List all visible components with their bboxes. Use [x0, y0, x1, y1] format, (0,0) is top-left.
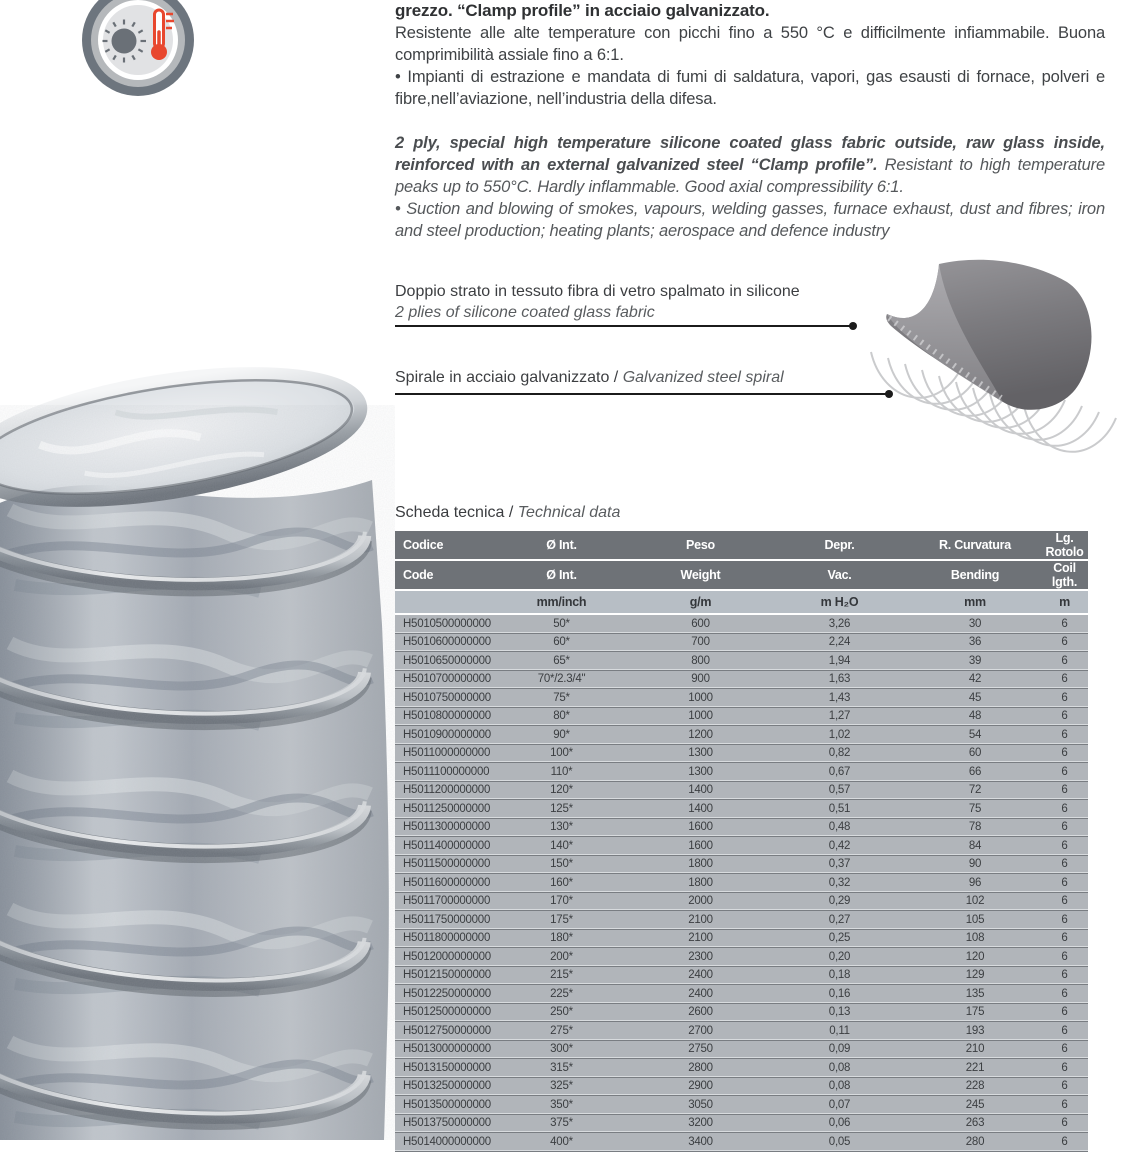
callout-fabric-leader-line — [395, 325, 853, 327]
table-cell: H5013500000000 — [395, 1096, 492, 1115]
table-cell: H5010750000000 — [395, 689, 492, 708]
table-cell: 1300 — [631, 763, 770, 782]
table-cell: 54 — [909, 726, 1041, 745]
table-cell: 140* — [492, 837, 631, 856]
construction-sketch — [843, 252, 1123, 452]
table-cell: 2900 — [631, 1077, 770, 1096]
table-cell: 0,05 — [770, 1133, 909, 1152]
callout-fabric — [395, 281, 800, 323]
table-cell: 0,13 — [770, 1003, 909, 1022]
table-cell: 39 — [909, 652, 1041, 671]
table-cell: 300* — [492, 1040, 631, 1059]
table-cell: 1,27 — [770, 707, 909, 726]
table-cell: 0,32 — [770, 874, 909, 893]
table-cell: 6 — [1041, 1133, 1088, 1152]
unit-m: m — [1041, 590, 1088, 614]
table-row — [395, 1077, 1088, 1096]
table-row — [395, 652, 1088, 671]
table-cell: 160* — [492, 874, 631, 893]
table-cell: 6 — [1041, 1077, 1088, 1096]
unit-g-m: g/m — [631, 590, 770, 614]
table-cell: H5011700000000 — [395, 892, 492, 911]
table-cell: 6 — [1041, 800, 1088, 819]
table-cell: 120 — [909, 948, 1041, 967]
callout-spiral — [395, 367, 784, 388]
table-cell: 6 — [1041, 855, 1088, 874]
table-cell: 245 — [909, 1096, 1041, 1115]
table-cell: 0,08 — [770, 1077, 909, 1096]
table-row — [395, 1114, 1088, 1133]
table-cell: 6 — [1041, 763, 1088, 782]
table-cell: 102 — [909, 892, 1041, 911]
table-row — [395, 689, 1088, 708]
table-cell: 0,82 — [770, 744, 909, 763]
table-cell: 210 — [909, 1040, 1041, 1059]
table-cell: 6 — [1041, 670, 1088, 689]
table-cell: 0,16 — [770, 985, 909, 1004]
table-row — [395, 929, 1088, 948]
table-cell: 1800 — [631, 874, 770, 893]
table-cell: H5011600000000 — [395, 874, 492, 893]
header-row-it — [395, 531, 1088, 560]
table-cell: 130* — [492, 818, 631, 837]
table-cell: 6 — [1041, 1040, 1088, 1059]
table-row — [395, 763, 1088, 782]
table-row — [395, 874, 1088, 893]
table-cell: 78 — [909, 818, 1041, 837]
unit-m-h2o: m H₂O — [770, 590, 909, 614]
table-cell: 1,02 — [770, 726, 909, 745]
table-cell: 0,29 — [770, 892, 909, 911]
table-cell: 0,07 — [770, 1096, 909, 1115]
table-cell: 0,11 — [770, 1022, 909, 1041]
table-cell: 30 — [909, 614, 1041, 633]
table-cell: 175 — [909, 1003, 1041, 1022]
col-bending: Bending — [909, 560, 1041, 590]
table-cell: H5010500000000 — [395, 614, 492, 633]
table-row — [395, 818, 1088, 837]
table-body — [395, 614, 1088, 1151]
table-cell: 2700 — [631, 1022, 770, 1041]
table-row — [395, 633, 1088, 652]
table-row — [395, 726, 1088, 745]
table-cell: 1400 — [631, 781, 770, 800]
callout-spiral-leader-line — [395, 393, 889, 395]
table-title-en: Technical data — [517, 504, 621, 521]
table-cell: 105 — [909, 911, 1041, 930]
table-cell: H5011000000000 — [395, 744, 492, 763]
table-cell: H5010900000000 — [395, 726, 492, 745]
table-cell: 0,08 — [770, 1059, 909, 1078]
col-curvatura: R. Curvatura — [909, 531, 1041, 560]
table-row — [395, 670, 1088, 689]
table-cell: 6 — [1041, 929, 1088, 948]
table-cell: 125* — [492, 800, 631, 819]
table-cell: 2750 — [631, 1040, 770, 1059]
table-cell: 2000 — [631, 892, 770, 911]
applications-en: • Suction and blowing of smokes, vapours, welding gasses, furnace exhaust, dust and fibres; iron and steel production; heating plants; aerospace and defence industry — [395, 200, 1105, 240]
table-row — [395, 1040, 1088, 1059]
table-cell: 6 — [1041, 614, 1088, 633]
product-heading-it: grezzo. “Clamp profile” in acciaio galvanizzato. — [395, 1, 770, 20]
table-cell: 6 — [1041, 1114, 1088, 1133]
table-row — [395, 1059, 1088, 1078]
table-cell: 6 — [1041, 985, 1088, 1004]
table-cell: H5011200000000 — [395, 781, 492, 800]
unit-mm: mm — [909, 590, 1041, 614]
table-cell: 263 — [909, 1114, 1041, 1133]
table-cell: H5013750000000 — [395, 1114, 492, 1133]
table-cell: 6 — [1041, 726, 1088, 745]
table-cell: 0,51 — [770, 800, 909, 819]
table-cell: 350* — [492, 1096, 631, 1115]
table-cell: 193 — [909, 1022, 1041, 1041]
table-cell: 700 — [631, 633, 770, 652]
table-cell: 6 — [1041, 818, 1088, 837]
table-row — [395, 985, 1088, 1004]
table-cell: 75* — [492, 689, 631, 708]
table-cell: 84 — [909, 837, 1041, 856]
table-cell: H5013250000000 — [395, 1077, 492, 1096]
table-row — [395, 1133, 1088, 1152]
table-cell: 0,27 — [770, 911, 909, 930]
col-code: Code — [395, 560, 492, 590]
table-cell: 2400 — [631, 966, 770, 985]
table-cell: 50* — [492, 614, 631, 633]
table-row — [395, 1022, 1088, 1041]
table-row — [395, 707, 1088, 726]
table-cell: 900 — [631, 670, 770, 689]
col-diameter: Ø Int. — [492, 560, 631, 590]
table-cell: 1,43 — [770, 689, 909, 708]
header-row-en — [395, 560, 1088, 590]
table-cell: 250* — [492, 1003, 631, 1022]
table-row — [395, 1003, 1088, 1022]
table-cell: 96 — [909, 874, 1041, 893]
callout-fabric-en: 2 plies of silicone coated glass fabric — [395, 304, 655, 321]
table-cell: 6 — [1041, 837, 1088, 856]
table-row — [395, 781, 1088, 800]
table-cell: H5012500000000 — [395, 1003, 492, 1022]
col-codice: Codice — [395, 531, 492, 560]
units-row — [395, 590, 1088, 614]
table-cell: 1,63 — [770, 670, 909, 689]
table-cell: 215* — [492, 966, 631, 985]
table-cell: 0,18 — [770, 966, 909, 985]
col-diametro: Ø Int. — [492, 531, 631, 560]
table-cell: 1,94 — [770, 652, 909, 671]
unit-mm-inch: mm/inch — [492, 590, 631, 614]
hose-photo — [0, 385, 395, 1140]
table-header — [395, 531, 1088, 614]
table-row — [395, 892, 1088, 911]
table-cell: 1600 — [631, 837, 770, 856]
table-cell: 3400 — [631, 1133, 770, 1152]
table-cell: H5011800000000 — [395, 929, 492, 948]
table-cell: H5013150000000 — [395, 1059, 492, 1078]
table-cell: 221 — [909, 1059, 1041, 1078]
table-cell: 2100 — [631, 929, 770, 948]
table-cell: 66 — [909, 763, 1041, 782]
table-cell: 70*/2.3/4" — [492, 670, 631, 689]
table-cell: 60* — [492, 633, 631, 652]
col-rotolo: Lg. Rotolo — [1041, 531, 1088, 560]
table-title — [395, 504, 620, 522]
table-cell: 6 — [1041, 781, 1088, 800]
table-cell: 0,42 — [770, 837, 909, 856]
table-cell: 0,48 — [770, 818, 909, 837]
table-cell: 6 — [1041, 707, 1088, 726]
table-cell: 0,57 — [770, 781, 909, 800]
table-cell: 3050 — [631, 1096, 770, 1115]
table-cell: 1300 — [631, 744, 770, 763]
table-cell: 2800 — [631, 1059, 770, 1078]
table-cell: 200* — [492, 948, 631, 967]
table-cell: 170* — [492, 892, 631, 911]
technical-data-table — [395, 531, 1088, 1152]
table-cell: 6 — [1041, 652, 1088, 671]
table-row — [395, 966, 1088, 985]
table-cell: 80* — [492, 707, 631, 726]
table-cell: 6 — [1041, 948, 1088, 967]
table-row — [395, 1096, 1088, 1115]
table-cell: 225* — [492, 985, 631, 1004]
table-cell: 120* — [492, 781, 631, 800]
table-cell: 2400 — [631, 985, 770, 1004]
table-cell: 2100 — [631, 911, 770, 930]
table-cell: H5012750000000 — [395, 1022, 492, 1041]
table-cell: H5010600000000 — [395, 633, 492, 652]
table-cell: 180* — [492, 929, 631, 948]
table-cell: 6 — [1041, 1059, 1088, 1078]
table-cell: H5012250000000 — [395, 985, 492, 1004]
table-cell: H5010800000000 — [395, 707, 492, 726]
table-cell: H5012150000000 — [395, 966, 492, 985]
table-cell: 6 — [1041, 911, 1088, 930]
table-cell: 90 — [909, 855, 1041, 874]
table-cell: H5011250000000 — [395, 800, 492, 819]
table-row — [395, 614, 1088, 633]
table-cell: 48 — [909, 707, 1041, 726]
table-cell: 6 — [1041, 874, 1088, 893]
table-cell: 2300 — [631, 948, 770, 967]
col-weight: Weight — [631, 560, 770, 590]
table-cell: 6 — [1041, 1096, 1088, 1115]
table-cell: 135 — [909, 985, 1041, 1004]
table-cell: 6 — [1041, 689, 1088, 708]
high-temperature-icon — [78, 0, 198, 100]
table-cell: 150* — [492, 855, 631, 874]
applications-it: • Impianti di estrazione e mandata di fumi di saldatura, vapori, gas esausti di fornace, polveri e fibre,nell’aviazione, nell’industria della difesa. — [395, 68, 1105, 108]
table-cell: 110* — [492, 763, 631, 782]
unit-blank — [395, 590, 492, 614]
fabric-shell — [886, 260, 1091, 410]
table-cell: 2600 — [631, 1003, 770, 1022]
table-cell: 3200 — [631, 1114, 770, 1133]
table-cell: 1200 — [631, 726, 770, 745]
intro-text — [395, 0, 1105, 242]
table-cell: 1400 — [631, 800, 770, 819]
table-cell: 45 — [909, 689, 1041, 708]
table-row — [395, 855, 1088, 874]
table-row — [395, 911, 1088, 930]
table-cell: 100* — [492, 744, 631, 763]
table-cell: 36 — [909, 633, 1041, 652]
table-cell: 75 — [909, 800, 1041, 819]
table-cell: 60 — [909, 744, 1041, 763]
description-it: Resistente alle alte temperature con picchi fino a 550 °C e difficilmente infiammabile. Buona comprimibilità assiale fino a 6:1. • Impianti di estrazione e mandata di fumi di saldatura, vapori, gas esausti di fornace, polveri e fibre,nell’aviazione, nell’industria della difesa. — [395, 24, 1105, 108]
table-cell: 3,26 — [770, 614, 909, 633]
table-cell: 400* — [492, 1133, 631, 1152]
table-cell: 315* — [492, 1059, 631, 1078]
table-cell: 600 — [631, 614, 770, 633]
table-cell: 325* — [492, 1077, 631, 1096]
table-cell: 6 — [1041, 744, 1088, 763]
table-cell: 1800 — [631, 855, 770, 874]
table-cell: 375* — [492, 1114, 631, 1133]
table-cell: 72 — [909, 781, 1041, 800]
table-cell: H5011500000000 — [395, 855, 492, 874]
table-cell: H5011400000000 — [395, 837, 492, 856]
table-cell: 1000 — [631, 707, 770, 726]
table-cell: H5013000000000 — [395, 1040, 492, 1059]
table-cell: 6 — [1041, 966, 1088, 985]
table-cell: 129 — [909, 966, 1041, 985]
table-row — [395, 948, 1088, 967]
table-cell: 6 — [1041, 633, 1088, 652]
col-vacuum: Vac. — [770, 560, 909, 590]
callout-spiral-it: Spirale in acciaio galvanizzato / — [395, 369, 619, 386]
table-row — [395, 800, 1088, 819]
col-depressione: Depr. — [770, 531, 909, 560]
description-en: 2 ply, special high temperature silicone coated glass fabric outside, raw glass inside, reinforced with an external galvanized steel “Clamp profile”. Resistant to high temperature peaks up to 550°C. Hardly inflammable. Good axial compressibility 6:1. • Suction and blowing of smokes, vapours, welding gasses, furnace exhaust, dust and fibres; iron and steel production; heating plants; aerospace and defence industry — [395, 134, 1105, 240]
table-cell: H5010700000000 — [395, 670, 492, 689]
table-cell: 0,67 — [770, 763, 909, 782]
table-cell: H5012000000000 — [395, 948, 492, 967]
callout-fabric-it: Doppio strato in tessuto fibra di vetro spalmato in silicone — [395, 283, 800, 300]
table-cell: 90* — [492, 726, 631, 745]
table-cell: 228 — [909, 1077, 1041, 1096]
table-cell: 42 — [909, 670, 1041, 689]
table-cell: 0,37 — [770, 855, 909, 874]
table-row — [395, 744, 1088, 763]
table-cell: H5011300000000 — [395, 818, 492, 837]
table-cell: 6 — [1041, 892, 1088, 911]
table-cell: H5010650000000 — [395, 652, 492, 671]
table-cell: 65* — [492, 652, 631, 671]
table-cell: 800 — [631, 652, 770, 671]
table-title-it: Scheda tecnica / — [395, 504, 514, 521]
table-cell: 275* — [492, 1022, 631, 1041]
table-cell: 0,20 — [770, 948, 909, 967]
table-cell: 2,24 — [770, 633, 909, 652]
table-cell: 0,25 — [770, 929, 909, 948]
table-cell: 280 — [909, 1133, 1041, 1152]
table-cell: 6 — [1041, 1003, 1088, 1022]
table-cell: H5011750000000 — [395, 911, 492, 930]
table-cell: 175* — [492, 911, 631, 930]
table-cell: H5011100000000 — [395, 763, 492, 782]
table-cell: 0,06 — [770, 1114, 909, 1133]
callout-spiral-en: Galvanized steel spiral — [622, 369, 784, 386]
table-cell: 0,09 — [770, 1040, 909, 1059]
table-cell: 108 — [909, 929, 1041, 948]
table-cell: 1600 — [631, 818, 770, 837]
table-row — [395, 837, 1088, 856]
table-cell: 6 — [1041, 1022, 1088, 1041]
table-cell: 1000 — [631, 689, 770, 708]
col-coil-length: Coil lgth. — [1041, 560, 1088, 590]
col-peso: Peso — [631, 531, 770, 560]
table-cell: H5014000000000 — [395, 1133, 492, 1152]
